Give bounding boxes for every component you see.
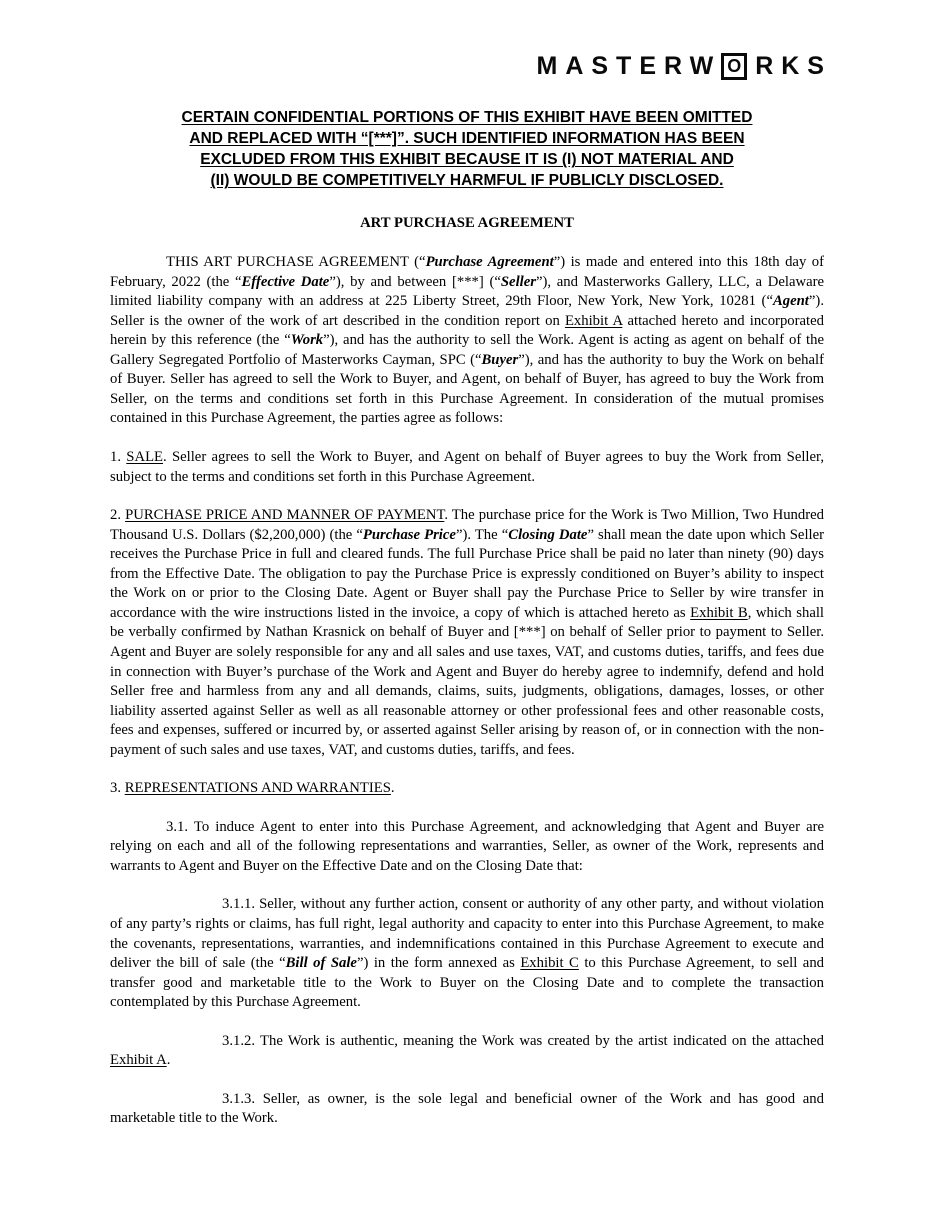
text-run: 3.1. To induce Agent to enter into this Purchase Agreement, and acknowledging that Agent and Buyer are relying on each and all of the following representations and warranties, Seller, as owner of the Work, represents and warrants to Agent and Buyer on the Effective Date and on the Closing Date that: [110, 818, 824, 874]
text-run: . [390, 780, 395, 797]
text-run: THIS ART PURCHASE AGREEMENT (“ [166, 254, 426, 271]
notice-line: EXCLUDED FROM THIS EXHIBIT BECAUSE IT IS (I) NOT MATERIAL AND [200, 151, 734, 169]
text-run: Closing Date [508, 526, 588, 543]
document-paragraphs [110, 253, 824, 1129]
text-run: 3.1.3. Seller, as owner, is the sole legal and beneficial owner of the Work and has good and marketable title to the Work. [110, 1090, 824, 1127]
text-run: , which shall be verbally confirmed by Nathan Krasnick on behalf of Buyer and [***] on behalf of Seller prior to payment to Seller. Agent and Buyer are solely responsible for any and all sales and use taxes, VAT, and customs duties, tariffs, and fees due in connection with Buyer’s purchase of the Work and Agent and Buyer do hereby agree to indemnify, defend and hold Seller free and harmless from any and all demands, claims, suits, judgments, obligations, damages, losses, or other liability asserted against Seller as well as all reasonable attorney or other professional fees and other reasonable costs, fees and expenses, suffered or incurred by, or asserted against Seller arising by reason of, or in connection with the non-payment of such sales and use taxes, VAT, and customs duties, tariffs, and fees. [110, 604, 825, 758]
text-run: 3.1.2. The Work is authentic, meaning the Work was created by the artist indicated on the attached [222, 1032, 824, 1049]
text-run: Purchase Agreement [425, 254, 554, 271]
text-run: ”). The “ [455, 526, 509, 543]
text-run: Seller [500, 273, 536, 290]
text-run: 3. [110, 780, 125, 797]
text-run: ”), and Masterworks Gallery, LLC, a Delaware limited liability company with an address at 225 Liberty Street, 29th Floor, New York, New York, 10281 (“ [110, 273, 824, 310]
text-run: attached hereto and incorporated herein by this reference (the “ [110, 312, 824, 349]
header [110, 50, 832, 83]
text-run: 1. [110, 449, 127, 466]
text-run: Effective Date [241, 273, 330, 290]
paragraph [110, 1032, 824, 1071]
text-run: Work [290, 332, 324, 349]
masterworks-logo [536, 50, 832, 83]
confidentiality-notice [110, 107, 824, 191]
paragraph [110, 1090, 824, 1129]
text-run: REPRESENTATIONS AND WARRANTIES [124, 780, 391, 797]
text-run: ”) is made and entered into this 18th day of February, 2022 (the “ [110, 254, 824, 290]
text-run: ”). Seller is the owner of the work of art described in the condition report on [110, 293, 824, 329]
logo-boxed-o-icon: O [721, 53, 747, 80]
text-run: . [166, 1052, 171, 1069]
text-run: Buyer [481, 351, 519, 368]
text-run: Agent [772, 293, 809, 310]
text-run: ”), by and between [***] (“ [329, 273, 501, 290]
notice-line: CERTAIN CONFIDENTIAL PORTIONS OF THIS EXHIBIT HAVE BEEN OMITTED [181, 109, 753, 127]
paragraph [110, 818, 824, 877]
text-run: PURCHASE PRICE AND MANNER OF PAYMENT [125, 507, 445, 524]
document-title: ART PURCHASE AGREEMENT [360, 214, 574, 231]
logo-text-post: RKS [755, 52, 832, 80]
notice-line: AND REPLACED WITH “[***]”. SUCH IDENTIFIED INFORMATION HAS BEEN [189, 130, 745, 148]
paragraph [110, 506, 824, 760]
text-run: . Seller agrees to sell the Work to Buyer, and Agent on behalf of Buyer agrees to buy the Work from Seller, subject to the terms and conditions set forth in this Purchase Agreement. [110, 449, 824, 485]
notice-line: (II) WOULD BE COMPETITIVELY HARMFUL IF PUBLICLY DISCLOSED. [210, 172, 724, 190]
paragraph [110, 779, 824, 799]
paragraph [110, 253, 824, 429]
text-run: Exhibit C [520, 955, 579, 972]
text-run: 3.1.1. Seller, without any further action, consent or authority of any other party, and without violation of any party’s rights or claims, has full right, legal authority and capacity to enter into this Purchase Agreement, to make the covenants, representations, warranties, and indemnifications contained in this Purchase Agreement to execute and deliver the bill of sale (the “ [110, 896, 824, 972]
text-run: Exhibit B [690, 604, 748, 621]
paragraph [110, 895, 824, 1012]
text-run: ”), and has the authority to buy the Work on behalf of Buyer. Seller has agreed to sell the Work to Buyer, and Agent, on behalf of Buyer, has agreed to buy the Work from Seller, on the terms and conditions set forth in this Purchase Agreement. In consideration of the mutual promises contained in this Purchase Agreement, the parties agree as follows: [110, 351, 824, 427]
text-run: SALE [126, 449, 164, 466]
text-run: . The purchase price for the Work is Two Million, Two Hundred Thousand U.S. Dollars ($2,200,000) (the “ [110, 507, 824, 543]
text-run: ”) in the form annexed as [356, 955, 521, 972]
text-run: Exhibit A [110, 1052, 167, 1069]
text-run: Exhibit A [564, 312, 623, 329]
logo-text-pre: MASTERW [536, 52, 722, 80]
text-run: 2. [110, 507, 126, 524]
text-run: ” shall mean the date upon which Seller receives the Purchase Price in full and cleared funds. The full Purchase Price shall be paid no later than ninety (90) days from the Effective Date. The obligation to pay the Purchase Price is expressly conditioned on Buyer’s ability to inspect the Work on or prior to the Closing Date. Agent or Buyer shall pay the Purchase Price to Seller by wire transfer in accordance with the wire instructions listed in the invoice, a copy of which is attached hereto as [110, 526, 825, 621]
paragraph [110, 448, 824, 487]
text-run: ”), and has the authority to sell the Work. Agent is acting as agent on behalf of the Gallery Segregated Portfolio of Masterworks Cayman, SPC (“ [110, 332, 824, 368]
text-run: Purchase Price [362, 526, 456, 543]
text-run: Bill of Sale [285, 955, 357, 972]
text-run: to this Purchase Agreement, to sell and transfer good and marketable title to the Work to Buyer on the Closing Date and to complete the transaction contemplated by this Purchase Agreement. [110, 955, 825, 1011]
